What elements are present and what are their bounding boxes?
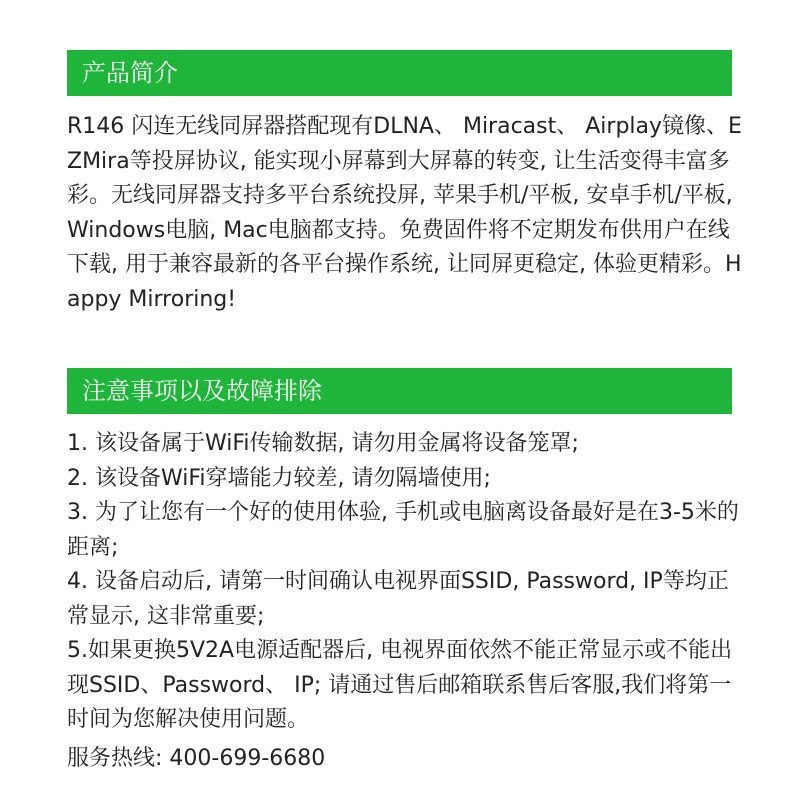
notes-list: [67, 427, 742, 738]
notes-troubleshooting-header: 注意事项以及故障排除: [67, 368, 732, 414]
note-item-4: 4. 设备启动后, 请第一时间确认电视界面SSID, Password, IP等均正常显示, 这非常重要;: [67, 569, 729, 629]
product-intro-paragraph: R146 闪连无线同屏器搭配现有DLNA、 Miracast、 Airplay镜像、EZMira等投屏协议, 能实现小屏幕到大屏幕的转变, 让生活变得丰富多彩。无线同屏器支持多平台系统投屏, 苹果手机/平板, 安卓手机/平板, Windows电脑, Mac电脑都支持。免费固件将不定期发布供用户在线下载, 用于兼容最新的各平台操作系统, 让同屏更稳定, 体验更精彩。Happy Mirroring!: [67, 114, 742, 312]
service-hotline: 服务热线: 400-699-6680: [67, 746, 326, 771]
note-item-5: 5.如果更换5V2A电源适配器后, 电视界面依然不能正常显示或不能出现SSID、Password、 IP; 请通过售后邮箱联系售后客服,我们将第一时间为您解决使用问题。: [67, 638, 733, 732]
product-intro-header: 产品简介: [67, 50, 732, 96]
note-item-3: 3. 为了让您有一个好的使用体验, 手机或电脑离设备最好是在3-5米的距离;: [67, 500, 739, 560]
note-item-2: 2. 该设备WiFi穿墙能力较差, 请勿隔墙使用;: [67, 465, 491, 491]
note-item-1: 1. 该设备属于WiFi传输数据, 请勿用金属将设备笼罩;: [67, 431, 579, 456]
